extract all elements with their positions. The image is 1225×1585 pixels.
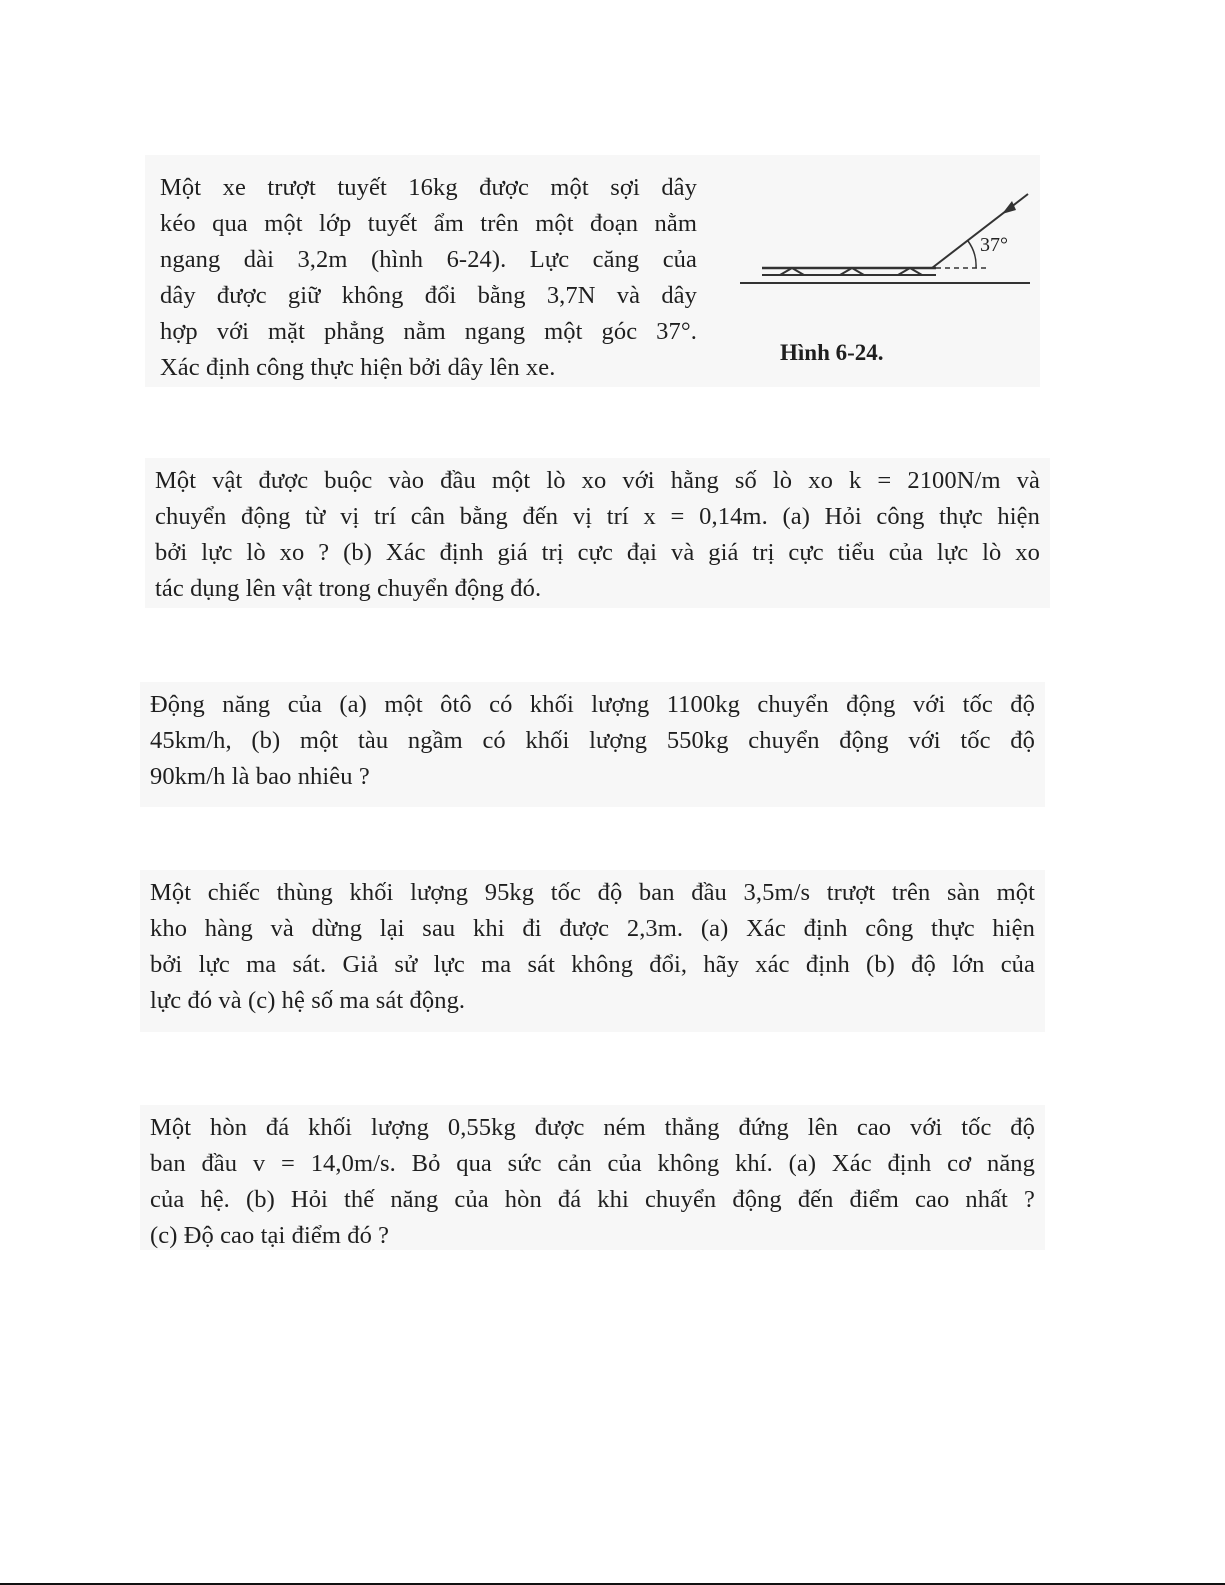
problem-line: (c) Độ cao tại điểm đó ? (150, 1222, 390, 1249)
figure-caption: Hình 6-24. (780, 340, 884, 365)
problem-line: lực đó và (c) hệ số ma sát động. (150, 987, 466, 1014)
problem-line: Một hòn đá khối lượng 0,55kg được ném thẳng đứng lên cao với tốc độ (150, 1114, 1035, 1141)
problem-line: bởi lực lò xo ? (b) Xác định giá trị cực đại và giá trị cực tiểu của lực lò xo (155, 539, 1040, 566)
problem-2-text (155, 463, 1040, 607)
problem-5-text (150, 1110, 1035, 1254)
problem-4-text (150, 875, 1035, 1019)
problem-line: Một chiếc thùng khối lượng 95kg tốc độ ban đầu 3,5m/s trượt trên sàn một (150, 879, 1035, 906)
problem-line: hợp với mặt phẳng nằm ngang một góc 37°. (160, 318, 697, 345)
problem-line: kéo qua một lớp tuyết ẩm trên một đoạn nằm (160, 210, 697, 237)
problem-2 (145, 458, 1050, 608)
angle-arc (968, 241, 976, 268)
problem-3-text (150, 687, 1035, 795)
problem-line: 90km/h là bao nhiêu ? (150, 763, 370, 790)
problem-3 (140, 682, 1045, 807)
problem-1 (145, 155, 1040, 387)
problem-line: kho hàng và dừng lại sau khi đi được 2,3m. (a) Xác định công thực hiện (150, 915, 1035, 942)
problem-4 (140, 870, 1045, 1032)
problem-line: 45km/h, (b) một tàu ngầm có khối lượng 550kg chuyển động với tốc độ (150, 727, 1035, 754)
problem-1-text (160, 170, 697, 386)
problem-line: ngang dài 3,2m (hình 6-24). Lực căng của (160, 246, 697, 273)
problem-line: Động năng của (a) một ôtô có khối lượng 1100kg chuyển động với tốc độ (150, 691, 1035, 718)
problem-line: chuyển động từ vị trí cân bằng đến vị trí x = 0,14m. (a) Hỏi công thực hiện (155, 503, 1040, 530)
angle-label: 37° (980, 234, 1008, 256)
problem-line: Một vật được buộc vào đầu một lò xo với hằng số lò xo k = 2100N/m và (155, 467, 1040, 494)
problem-line: dây được giữ không đổi bằng 3,7N và dây (160, 282, 697, 309)
arrow-head (1002, 201, 1016, 214)
problem-line: Một xe trượt tuyết 16kg được một sợi dây (160, 174, 697, 201)
problem-line: bởi lực ma sát. Giả sử lực ma sát không đổi, hãy xác định (b) độ lớn của (150, 951, 1035, 978)
problem-line: Xác định công thực hiện bởi dây lên xe. (160, 354, 556, 381)
problem-line: của hệ. (b) Hỏi thế năng của hòn đá khi chuyển động đến điểm cao nhất ? (150, 1186, 1035, 1213)
problem-line: ban đầu v = 14,0m/s. Bỏ qua sức cản của không khí. (a) Xác định cơ năng (150, 1150, 1035, 1177)
problem-line: tác dụng lên vật trong chuyển động đó. (155, 575, 542, 602)
problem-5 (140, 1105, 1045, 1250)
